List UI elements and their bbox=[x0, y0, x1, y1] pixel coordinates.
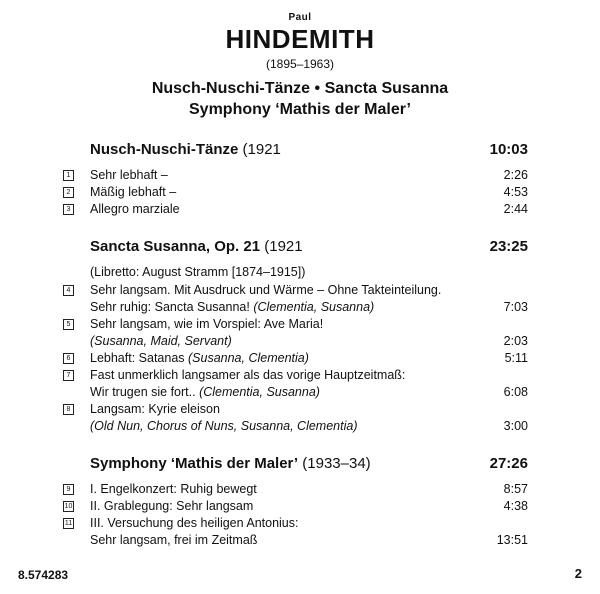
track-row bbox=[60, 201, 528, 218]
track-duration: 8:57 bbox=[503, 482, 528, 496]
track-number: 11 bbox=[64, 520, 73, 527]
track-duration: 4:53 bbox=[503, 185, 528, 199]
work-total-duration: 27:26 bbox=[489, 455, 528, 472]
track-subtitle: Sehr langsam, frei im Zeitmaß bbox=[90, 533, 258, 547]
track-title: Allegro marziale bbox=[90, 202, 180, 216]
track-number: 10 bbox=[64, 503, 73, 510]
track-title: Lebhaft: Satanas (Susanna, Clementia) bbox=[90, 351, 309, 365]
work-title: Sancta Susanna, Op. 21 (1921 bbox=[90, 238, 303, 255]
work-total-duration: 23:25 bbox=[489, 238, 528, 255]
track-number: 2 bbox=[63, 187, 74, 198]
libretto-credit: (Libretto: August Stramm [1874–1915]) bbox=[90, 265, 306, 279]
track-title: Mäßig lebhaft – bbox=[90, 185, 177, 199]
track-row bbox=[60, 498, 528, 515]
track-duration: 6:08 bbox=[503, 385, 528, 399]
track-duration: 13:51 bbox=[496, 533, 528, 547]
track-title: Sehr langsam. Mit Ausdruck und Wärme – Ohne Takteinteilung. bbox=[90, 283, 442, 297]
track-number: 4 bbox=[63, 285, 74, 296]
header bbox=[0, 12, 600, 120]
track-subtitle bbox=[90, 418, 528, 435]
subtitle-line-1: Nusch-Nuschi-Tänze • Sancta Susanna bbox=[151, 80, 449, 97]
track-subtitle: Sehr ruhig: Sancta Susanna! (Clementia, Susanna) bbox=[90, 300, 375, 314]
track-number: 6 bbox=[63, 353, 74, 364]
track-duration: 2:44 bbox=[503, 202, 528, 216]
track-title: Sehr lebhaft – bbox=[90, 168, 168, 182]
track-performers: (Susanna, Clementia) bbox=[188, 351, 309, 365]
catalog-number: 8.574283 bbox=[18, 568, 69, 582]
track-title: III. Versuchung des heiligen Antonius: bbox=[90, 516, 299, 530]
track-row bbox=[60, 282, 528, 316]
track-row bbox=[60, 401, 528, 435]
track-performers: (Clementia, Susanna) bbox=[253, 300, 375, 314]
track-title: Langsam: Kyrie eleison bbox=[90, 402, 220, 416]
track-listing bbox=[60, 141, 528, 569]
track-duration: 2:26 bbox=[503, 168, 528, 182]
work-heading bbox=[60, 238, 528, 260]
composer-first-name: Paul bbox=[288, 12, 312, 23]
composer-surname: HINDEMITH bbox=[225, 24, 375, 54]
track-duration: 3:00 bbox=[503, 419, 528, 433]
track-row bbox=[60, 167, 528, 184]
track-title: II. Grablegung: Sehr langsam bbox=[90, 499, 254, 513]
work-mathis-der-maler bbox=[60, 455, 528, 549]
composer-dates: (1895–1963) bbox=[265, 57, 335, 71]
track-row bbox=[60, 367, 528, 401]
work-heading bbox=[60, 455, 528, 477]
track-row bbox=[60, 481, 528, 498]
track-title: I. Engelkonzert: Ruhig bewegt bbox=[90, 482, 257, 496]
subtitle-line-2: Symphony ‘Mathis der Maler’ bbox=[189, 101, 411, 118]
work-total-duration: 10:03 bbox=[489, 141, 528, 158]
track-number: 9 bbox=[63, 484, 74, 495]
track-title: Sehr langsam, wie im Vorspiel: Ave Maria! bbox=[90, 317, 324, 331]
track-subtitle bbox=[90, 333, 528, 350]
track-duration: 2:03 bbox=[503, 334, 528, 348]
track-row bbox=[60, 350, 528, 367]
track-performers: (Clementia, Susanna) bbox=[199, 385, 320, 399]
track-title: Fast unmerklich langsamer als das vorige Hauptzeitmaß: bbox=[90, 368, 406, 382]
track-row bbox=[60, 316, 528, 350]
track-number: 3 bbox=[63, 204, 74, 215]
track-performers: (Susanna, Maid, Servant) bbox=[90, 334, 232, 348]
work-nusch-nuschi bbox=[60, 141, 528, 218]
track-subtitle: Wir trugen sie fort.. (Clementia, Susanna) bbox=[90, 385, 320, 399]
track-duration: 7:03 bbox=[503, 300, 528, 314]
track-number: 8 bbox=[63, 404, 74, 415]
track-performers: (Old Nun, Chorus of Nuns, Susanna, Clementia) bbox=[90, 419, 358, 433]
work-heading bbox=[60, 141, 528, 163]
work-title: Symphony ‘Mathis der Maler’ (1933–34) bbox=[90, 455, 371, 472]
work-title: Nusch-Nuschi-Tänze (1921 bbox=[90, 141, 281, 158]
track-number: 1 bbox=[63, 170, 74, 181]
track-row bbox=[60, 515, 528, 549]
track-duration: 5:11 bbox=[504, 351, 528, 365]
work-sancta-susanna bbox=[60, 238, 528, 435]
track-number: 5 bbox=[63, 319, 74, 330]
track-row bbox=[60, 184, 528, 201]
track-number: 7 bbox=[63, 370, 74, 381]
page-number: 2 bbox=[574, 566, 582, 581]
track-duration: 4:38 bbox=[503, 499, 528, 513]
